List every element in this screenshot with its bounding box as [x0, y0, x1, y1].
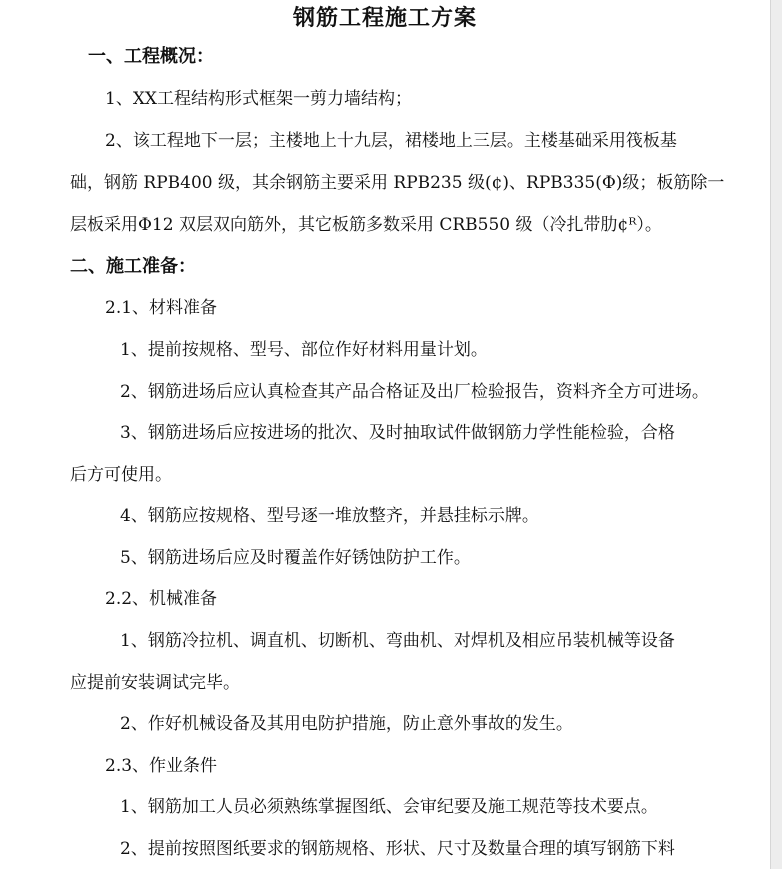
section-heading-overview: 一、工程概况：: [88, 46, 214, 67]
list-item: 2、作好机械设备及其用电防护措施，防止意外事故的发生。: [120, 714, 573, 734]
paragraph-floors-line2: 础，钢筋 RPB400 级，其余钢筋主要采用 RPB235 级(¢)、RPB335(Φ)级；板筋除一: [70, 173, 725, 193]
list-item: 1、提前按规格、型号、部位作好材料用量计划。: [120, 340, 488, 360]
list-item: 2、提前按照图纸要求的钢筋规格、形状、尺寸及数量合理的填写钢筋下料: [120, 839, 675, 859]
paragraph-floors-line1: 2、该工程地下一层；主楼地上十九层，裙楼地上三层。主楼基础采用筏板基: [105, 131, 677, 151]
page-edge: [770, 0, 782, 869]
subsection-heading-materials: 2.1、材料准备: [105, 298, 218, 318]
list-item: 1、钢筋加工人员必须熟练掌握图纸、会审纪要及施工规范等技术要点。: [120, 797, 658, 817]
list-item-continuation: 后方可使用。: [70, 465, 172, 485]
list-item: 3、钢筋进场后应按进场的批次、及时抽取试件做钢筋力学性能检验，合格: [120, 423, 675, 443]
list-item: 5、钢筋进场后应及时覆盖作好锈蚀防护工作。: [120, 548, 471, 568]
paragraph-structure: 1、XX工程结构形式框架一剪力墙结构；: [105, 89, 413, 109]
subsection-heading-machinery: 2.2、机械准备: [105, 589, 218, 609]
paragraph-floors-line3: 层板采用Φ12 双层双向筋外，其它板筋多数采用 CRB550 级（冷扎带肋¢ᴿ）。: [70, 215, 662, 235]
list-item-continuation: 应提前安装调试完毕。: [70, 673, 240, 693]
subsection-heading-conditions: 2.3、作业条件: [105, 756, 218, 776]
section-heading-preparation: 二、施工准备：: [70, 256, 196, 277]
list-item: 1、钢筋冷拉机、调直机、切断机、弯曲机、对焊机及相应吊装机械等设备: [120, 631, 675, 651]
list-item: 4、钢筋应按规格、型号逐一堆放整齐，并悬挂标示牌。: [120, 506, 539, 526]
list-item: 2、钢筋进场后应认真检查其产品合格证及出厂检验报告，资料齐全方可进场。: [120, 382, 709, 402]
document-title: 钢筋工程施工方案: [292, 5, 477, 31]
